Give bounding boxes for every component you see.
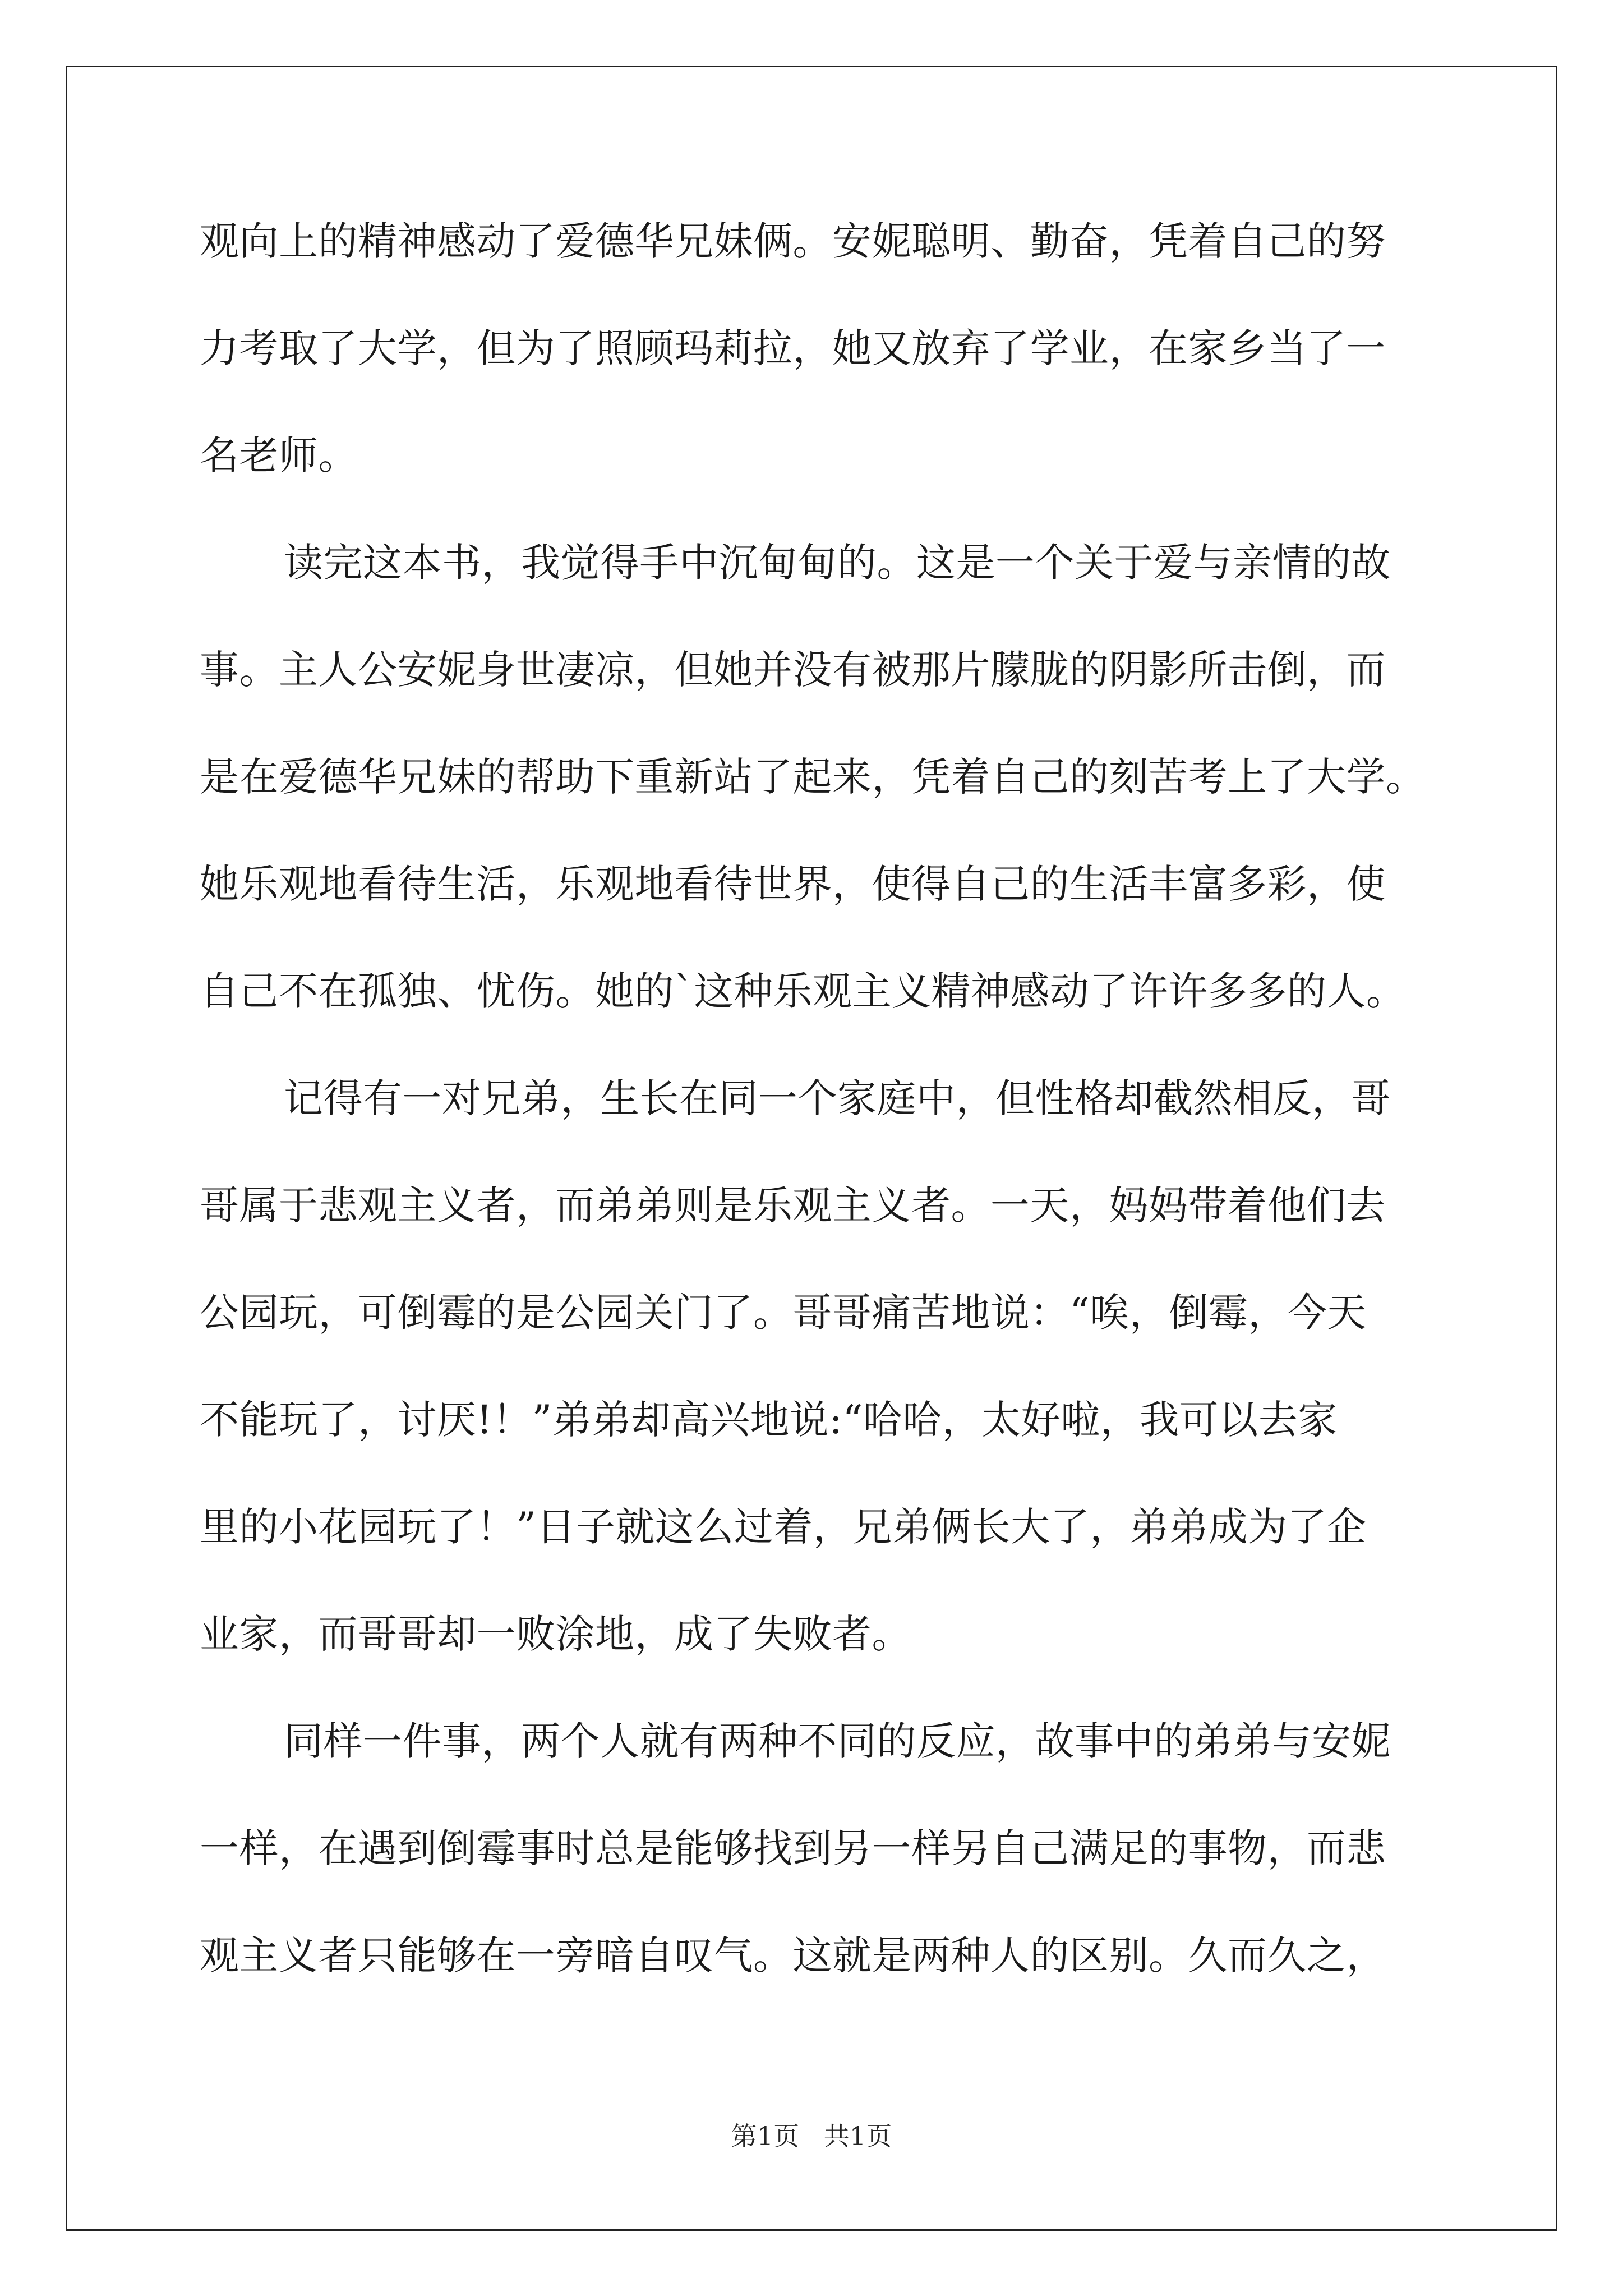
paragraph-first-line: 同样一件事，两个人就有两种不同的反应，故事中的弟弟与安妮: [284, 1718, 1391, 1764]
document-body: [200, 213, 1439, 2035]
text-line: 公园玩，可倒霉的是公园关门了。哥哥痛苦地说：“唉，倒霉，今天: [200, 1290, 1367, 1336]
paragraph-first-line: 记得有一对兄弟，生长在同一个家庭中，但性格却截然相反，哥: [284, 1075, 1391, 1121]
text-line: 业家，而哥哥却一败涂地，成了失败者。: [200, 1611, 911, 1657]
paragraph-first-line: 读完这本书，我觉得手中沉甸甸的。这是一个关于爱与亲情的故: [284, 540, 1391, 586]
text-line: 是在爱德华兄妹的帮助下重新站了起来，凭着自己的刻苦考上了大学。: [200, 754, 1426, 800]
text-line: 事。主人公安妮身世凄凉，但她并没有被那片朦胧的阴影所击倒，而: [200, 647, 1386, 693]
text-line: 力考取了大学，但为了照顾玛莉拉，她又放弃了学业，在家乡当了一: [200, 325, 1386, 371]
page-number-footer: 第1页 共1页: [731, 2121, 892, 2151]
text-line: 自己不在孤独、忧伤。她的`这种乐观主义精神感动了许许多多的人。: [200, 968, 1406, 1014]
text-line: 她乐观地看待生活，乐观地看待世界，使得自己的生活丰富多彩，使: [200, 861, 1386, 907]
text-line: 观主义者只能够在一旁暗自叹气。这就是两种人的区别。久而久之，: [200, 1932, 1386, 1978]
text-line: 不能玩了，讨厌!！”弟弟却高兴地说:“哈哈，太好啦，我可以去家: [200, 1397, 1338, 1443]
text-line: 哥属于悲观主义者，而弟弟则是乐观主义者。一天，妈妈带着他们去: [200, 1182, 1386, 1228]
text-line: 名老师。: [200, 432, 358, 478]
text-line: 观向上的精神感动了爱德华兄妹俩。安妮聪明、勤奋，凭着自己的努: [200, 218, 1386, 264]
text-line: 一样，在遇到倒霉事时总是能够找到另一样另自己满足的事物，而悲: [200, 1825, 1386, 1871]
text-line: 里的小花园玩了！”日子就这么过着，兄弟俩长大了，弟弟成为了企: [200, 1504, 1367, 1550]
